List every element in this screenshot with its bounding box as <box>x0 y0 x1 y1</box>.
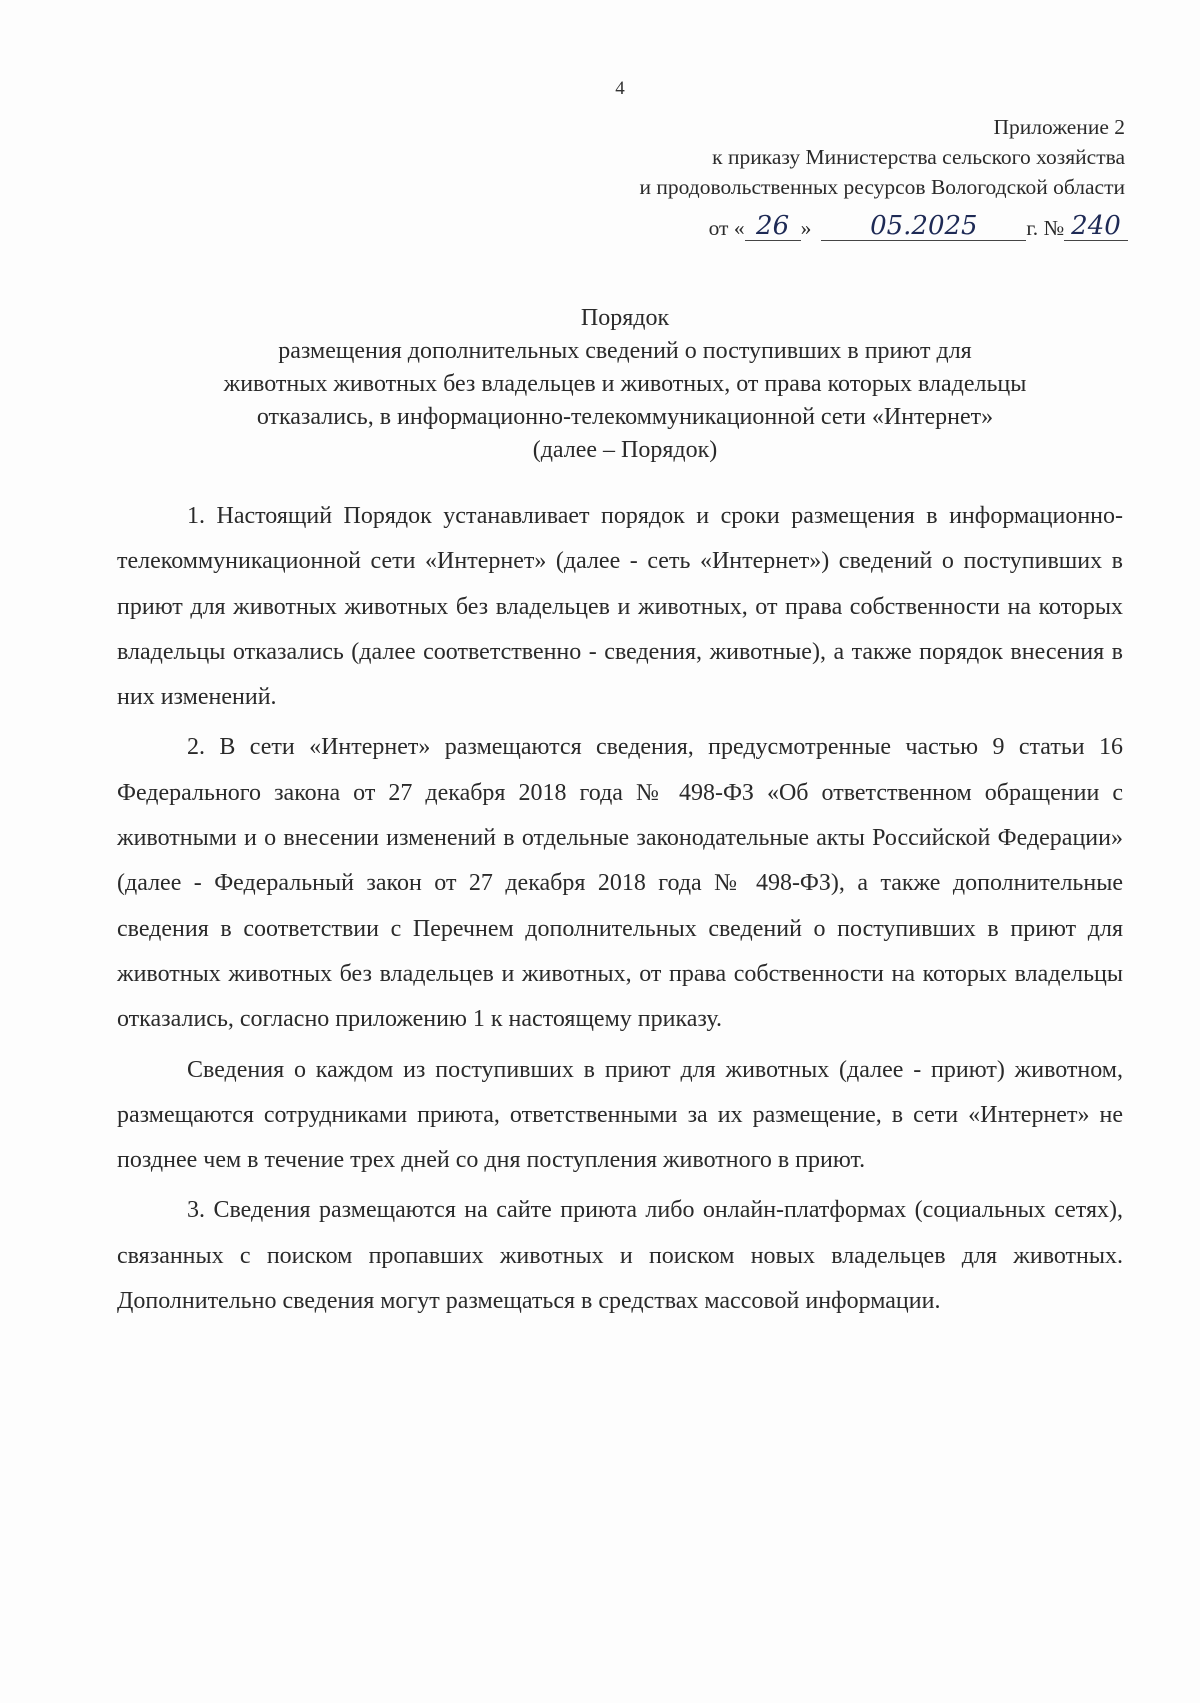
title-line-3: животных животных без владельцев и животных, от права которых владельцы <box>223 371 1027 397</box>
title-line-1: Порядок <box>580 305 670 331</box>
order-date-line <box>709 212 1128 241</box>
appendix-header <box>640 112 1126 202</box>
paragraph-3: Сведения о каждом из поступивших в приют для животных (далее - приют) животном, размещаются сотрудниками приюта, ответственными за их размещение, в сети «Интернет» не позднее чем в течение трех дней со дня поступления животного в приют. <box>117 1056 1123 1174</box>
handwritten-order-number: 240 <box>1064 212 1128 241</box>
document-title <box>90 302 1160 467</box>
title-line-2: размещения дополнительных сведений о поступивших в приют для <box>278 338 972 364</box>
year-number-label: г. № <box>1026 216 1064 240</box>
page-number: 4 <box>615 78 625 99</box>
date-prefix: от « <box>708 216 745 240</box>
title-line-4: отказались, в информационно-телекоммуникационной сети «Интернет» <box>256 404 994 430</box>
paragraph-2: 2. В сети «Интернет» размещаются сведения, предусмотренные частью 9 статьи 16 Федерального закона от 27 декабря 2018 года № 498-ФЗ «Об ответственном обращении с животными и о внесении изменений в отдельные законодательные акты Российской Федерации» (далее - Федеральный закон от 27 декабря 2018 года № 498-ФЗ), а также дополнительные сведения в соответствии с Перечнем дополнительных сведений о поступивших в приют для животных животных без владельцев и животных, от права собственности на которых владельцы отказались, согласно приложению 1 к настоящему приказу. <box>117 734 1123 1033</box>
handwritten-month-year: 05.2025 <box>821 212 1026 241</box>
date-quote-close: » <box>800 216 812 240</box>
appendix-line-2: к приказу Министерства сельского хозяйства <box>712 145 1125 169</box>
appendix-line-1: Приложение 2 <box>993 115 1125 139</box>
paragraph-1: 1. Настоящий Порядок устанавливает порядок и сроки размещения в информационно-телекоммуникационной сети «Интернет» (далее - сеть «Интернет») сведений о поступивших в приют для животных животных без владельцев и животных, от права собственности на которых владельцы отказались (далее соответственно - сведения, животные), а также порядок внесения в них изменений. <box>117 503 1123 711</box>
title-line-5: (далее – Порядок) <box>532 437 718 463</box>
appendix-line-3: и продовольственных ресурсов Вологодской области <box>639 175 1125 199</box>
document-body <box>117 494 1123 1324</box>
paragraph-4: 3. Сведения размещаются на сайте приюта либо онлайн-платформах (социальных сетях), связанных с поиском пропавших животных и поиском новых владельцев для животных. Дополнительно сведения могут размещаться в средствах массовой информации. <box>117 1197 1123 1315</box>
handwritten-day: 26 <box>745 212 801 241</box>
